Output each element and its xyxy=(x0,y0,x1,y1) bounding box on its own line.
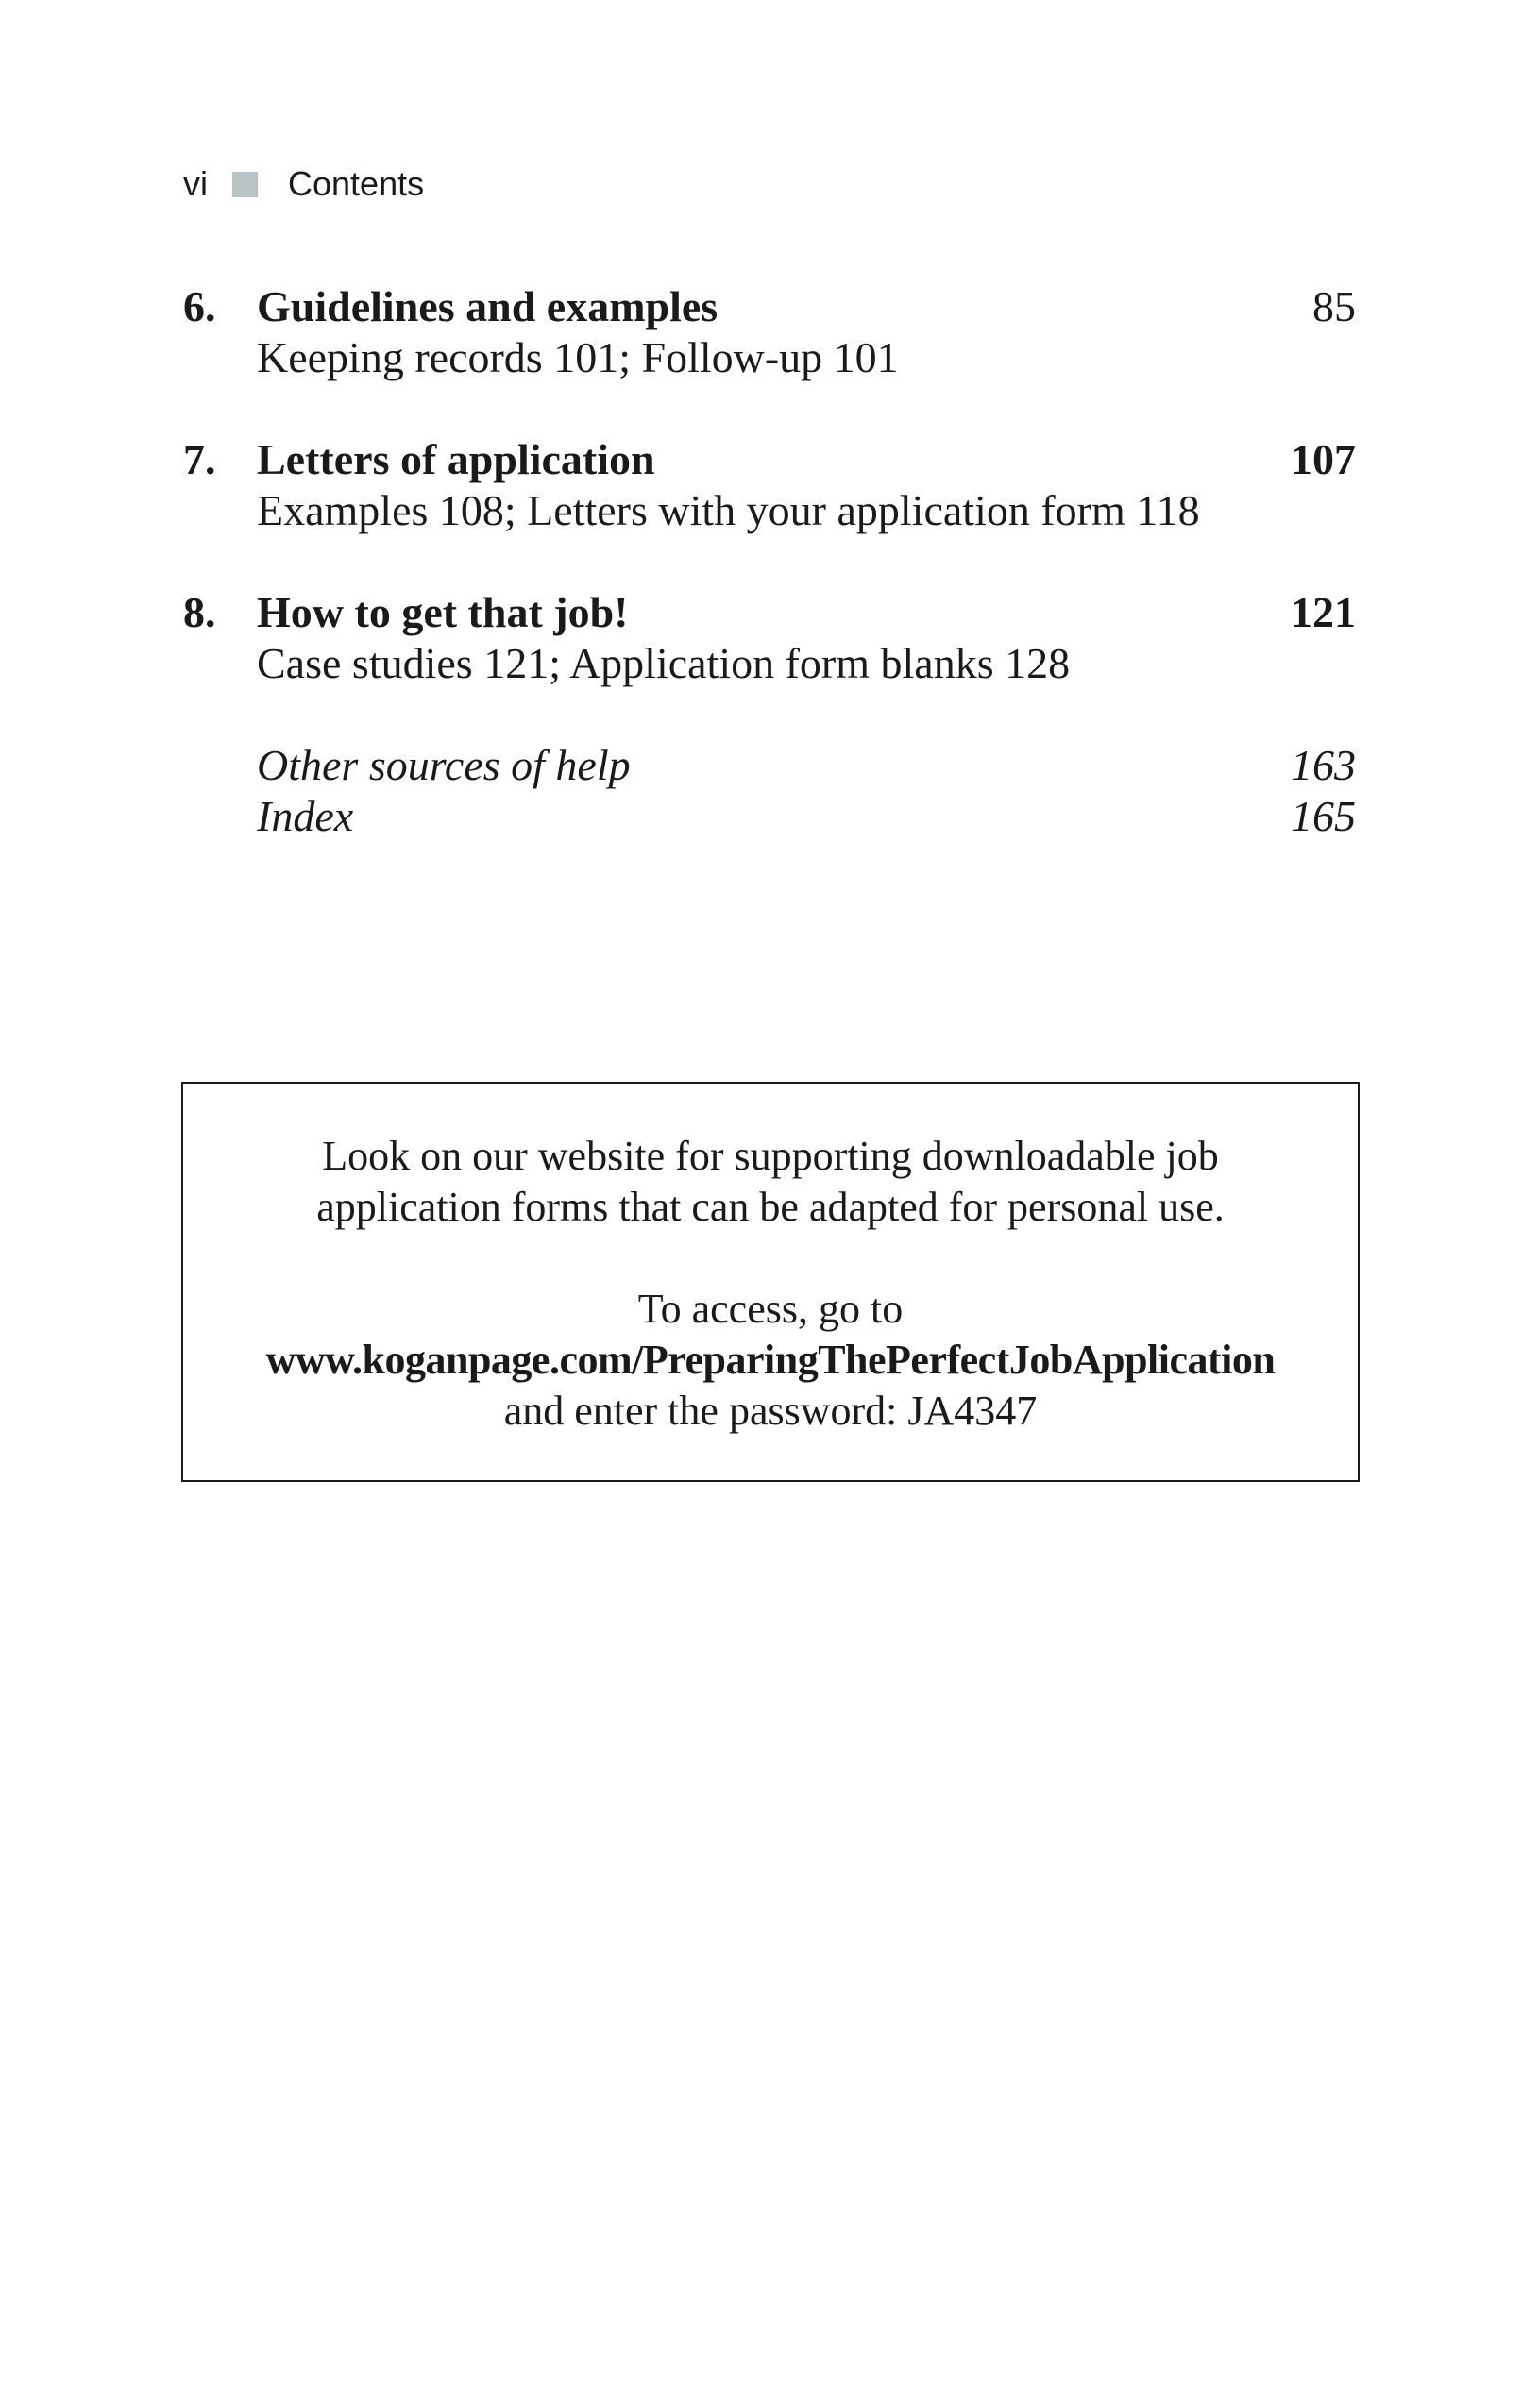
notice-line: application forms that can be adapted for personal use. xyxy=(316,1184,1225,1230)
password-line: and enter the password: JA4347 xyxy=(503,1388,1038,1434)
chapter-page: 85 xyxy=(1312,282,1356,330)
back-matter-page: 165 xyxy=(1291,792,1356,840)
chapter-title[interactable]: Guidelines and examples xyxy=(257,282,719,330)
running-head-section: Contents xyxy=(288,164,425,203)
chapter-subsections: Keeping records 101; Follow-up 101 xyxy=(257,333,899,381)
chapter-title[interactable]: How to get that job! xyxy=(257,588,629,636)
toc-entry-7 xyxy=(183,434,1356,536)
toc-entry-6 xyxy=(183,281,1356,383)
running-head xyxy=(183,160,424,208)
website-link[interactable]: www.koganpage.com/PreparingThePerfectJobApplication xyxy=(265,1337,1276,1383)
toc-entry-heading xyxy=(183,281,1356,332)
back-matter xyxy=(183,740,1356,842)
back-matter-page: 163 xyxy=(1291,741,1356,789)
back-matter-item-index xyxy=(257,791,1356,842)
chapter-title[interactable]: Letters of application xyxy=(257,435,655,483)
back-matter-item-other-sources xyxy=(257,740,1356,791)
table-of-contents xyxy=(183,281,1356,842)
chapter-number: 7. xyxy=(183,435,216,483)
notice-line: Look on our website for supporting downloadable job xyxy=(322,1133,1219,1179)
square-bullet-icon xyxy=(232,172,258,197)
notice-spacer xyxy=(183,1233,1358,1284)
download-notice-box xyxy=(181,1082,1360,1482)
toc-entry-8 xyxy=(183,587,1356,689)
toc-entry-heading xyxy=(183,434,1356,485)
chapter-page: 121 xyxy=(1291,588,1356,636)
notice-line: To access, go to xyxy=(637,1286,904,1332)
back-matter-label[interactable]: Other sources of help xyxy=(257,741,631,789)
toc-entry-heading xyxy=(183,587,1356,638)
chapter-subsections: Case studies 121; Application form blanks 128 xyxy=(257,639,1071,687)
chapter-number: 6. xyxy=(183,282,216,330)
back-matter-label[interactable]: Index xyxy=(257,792,354,840)
folio: vi xyxy=(183,164,208,203)
chapter-subsections: Examples 108; Letters with your application form 118 xyxy=(257,486,1200,534)
chapter-number: 8. xyxy=(183,588,216,636)
chapter-page: 107 xyxy=(1291,435,1356,483)
